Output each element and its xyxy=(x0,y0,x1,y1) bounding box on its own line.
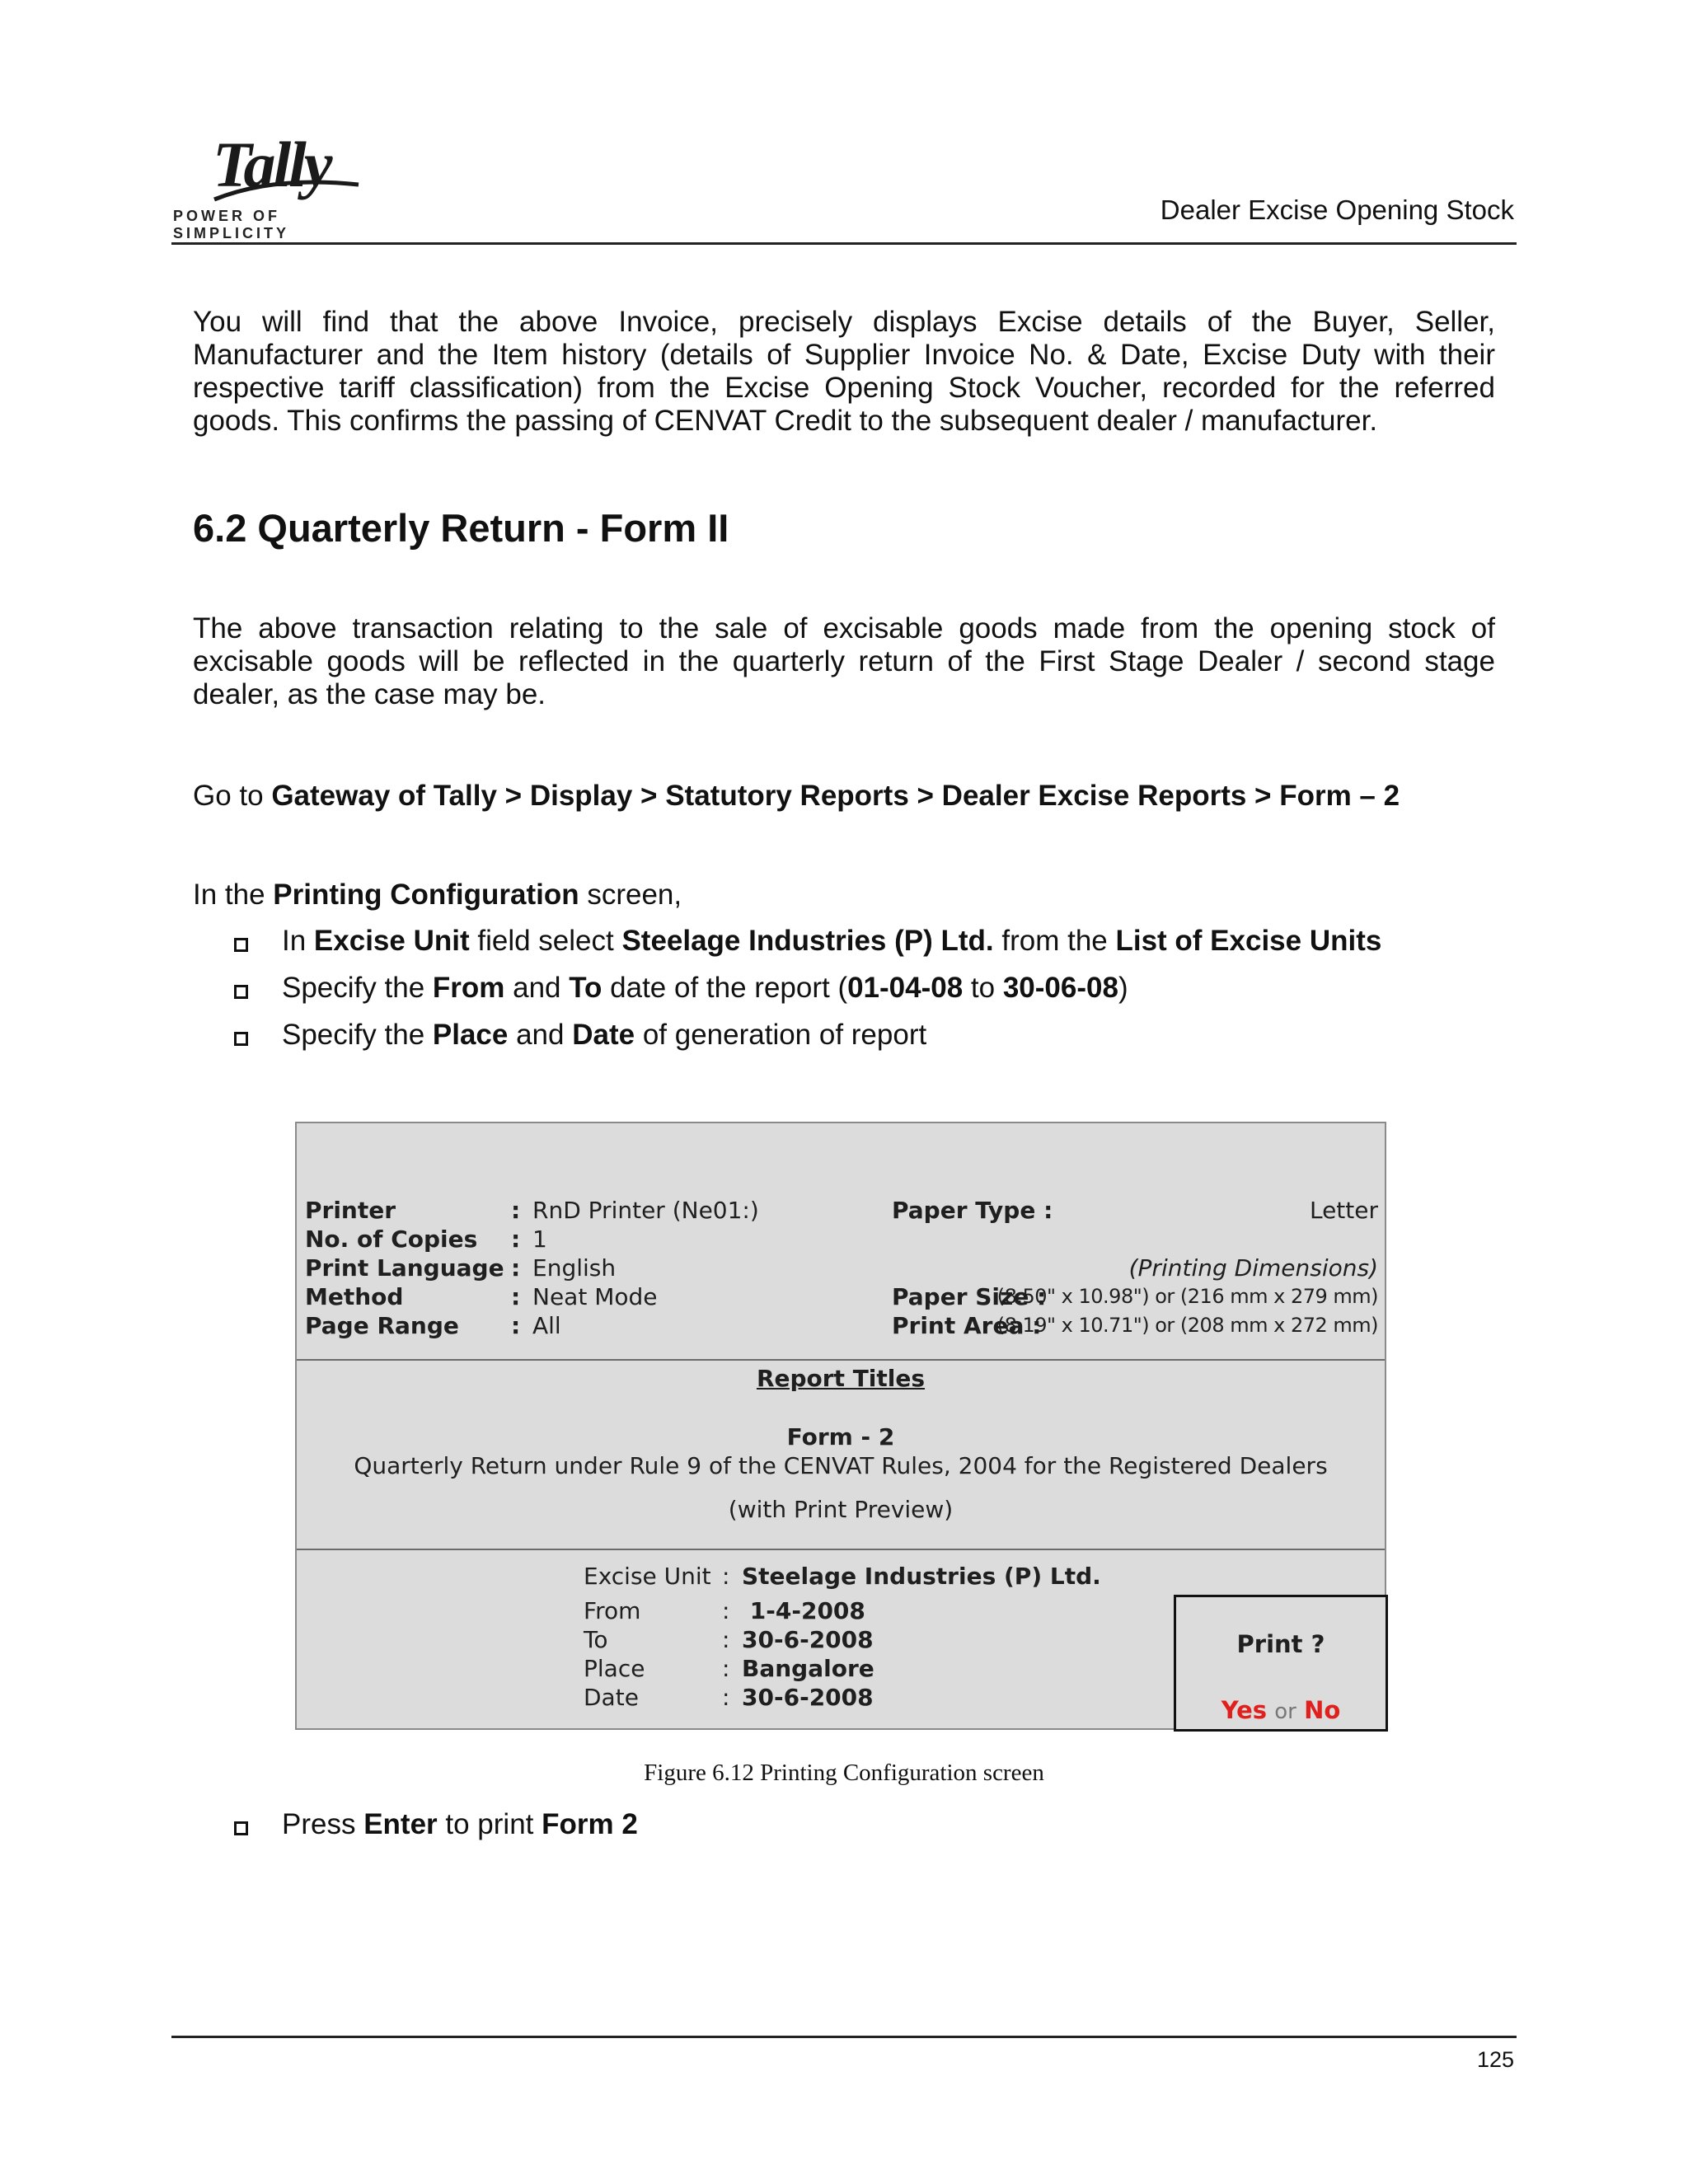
tally-logo xyxy=(173,129,379,242)
square-bullet-icon xyxy=(234,938,248,952)
printing-config-intro: In the Printing Configuration screen, xyxy=(193,879,682,911)
logo-tagline: POWER OF SIMPLICITY xyxy=(173,208,290,241)
print-confirm-dialog: Print ? Yes or No xyxy=(1174,1595,1388,1732)
list-item: In Excise Unit field select Steelage Industries (P) Ltd. from the List of Excise Units xyxy=(231,925,1381,972)
report-titles-section xyxy=(297,1361,1385,1550)
logo-swoosh-icon xyxy=(206,175,371,208)
excise-unit-section xyxy=(297,1550,1385,1730)
list-item: Specify the From and To date of the report (01-04-08 to 30-06-08) xyxy=(231,972,1381,1019)
list-item: Press Enter to print Form 2 xyxy=(231,1808,638,1855)
printer-settings-section xyxy=(297,1123,1385,1361)
header-divider xyxy=(171,242,1517,245)
paper-size-field: Paper Size : (8.50" x 10.98") or (216 mm x 279 mm) xyxy=(892,1283,1378,1310)
printing-dimensions-note: (Printing Dimensions) xyxy=(1128,1254,1378,1282)
method-field[interactable]: Method : Neat Mode xyxy=(305,1283,658,1310)
navigation-path: Gateway of Tally > Display > Statutory Reports > Dealer Excise Reports > Form – 2 xyxy=(271,780,1400,812)
section-paragraph: The above transaction relating to the sale of excisable goods made from the opening stock of excisable goods will be reflected in the quarterly return of the First Stage Dealer / second stage dealer, as the case may be. xyxy=(193,612,1495,710)
yes-option[interactable]: Yes xyxy=(1221,1696,1268,1724)
page-range-field[interactable]: Page Range : All xyxy=(305,1312,561,1339)
place-field[interactable]: Place : Bangalore xyxy=(584,1655,874,1682)
report-titles-heading: Report Titles xyxy=(756,1365,926,1392)
logo-wordmark: Tally xyxy=(213,129,331,200)
date-field[interactable]: Date : 30-6-2008 xyxy=(584,1684,874,1711)
copies-field[interactable]: No. of Copies : 1 xyxy=(305,1226,547,1253)
form-title: Form - 2 xyxy=(786,1423,895,1451)
final-instruction-list xyxy=(231,1808,638,1855)
square-bullet-icon xyxy=(234,985,248,999)
no-option[interactable]: No xyxy=(1304,1696,1341,1724)
square-bullet-icon xyxy=(234,1032,248,1046)
form-subtitle: Quarterly Return under Rule 9 of the CENVAT Rules, 2004 for the Registered Dealers xyxy=(354,1452,1328,1479)
print-prompt: Print ? xyxy=(1236,1630,1325,1658)
printer-field[interactable]: Printer : RnD Printer (Ne01:) xyxy=(305,1197,759,1224)
preview-note: (with Print Preview) xyxy=(728,1496,954,1523)
navigation-instruction: Go to Gateway of Tally > Display > Statutory Reports > Dealer Excise Reports > Form – 2 xyxy=(193,780,1400,812)
list-item: Specify the Place and Date of generation of report xyxy=(231,1019,1381,1066)
square-bullet-icon xyxy=(234,1821,248,1835)
page-number: 125 xyxy=(1476,2047,1514,2072)
section-heading: 6.2 Quarterly Return - Form II xyxy=(193,506,729,550)
paper-type-field[interactable]: Paper Type : Letter xyxy=(892,1197,1378,1224)
print-language-field[interactable]: Print Language : English xyxy=(305,1254,617,1282)
footer-divider xyxy=(171,2036,1517,2038)
print-area-field: Print Area : (8.19" x 10.71") or (208 mm x 272 mm) xyxy=(892,1312,1378,1339)
page-header-title: Dealer Excise Opening Stock xyxy=(1160,194,1514,225)
excise-unit-field[interactable]: Excise Unit : Steelage Industries (P) Ltd. xyxy=(584,1563,1101,1590)
intro-paragraph: You will find that the above Invoice, precisely displays Excise details of the Buyer, Seller, Manufacturer and the Item history (details of Supplier Invoice No. & Date, Excise Duty with their respective tariff classification) from the Excise Opening Stock Voucher, recorded for the referred goods. This confirms the passing of CENVAT Credit to the subsequent dealer / manufacturer. xyxy=(193,306,1495,437)
instruction-list xyxy=(231,925,1381,1066)
figure-caption: Figure 6.12 Printing Configuration screen xyxy=(644,1760,1044,1786)
from-date-field[interactable]: From : 1-4-2008 xyxy=(584,1597,865,1624)
printing-configuration-screen xyxy=(295,1122,1386,1730)
to-date-field[interactable]: To : 30-6-2008 xyxy=(584,1626,874,1653)
